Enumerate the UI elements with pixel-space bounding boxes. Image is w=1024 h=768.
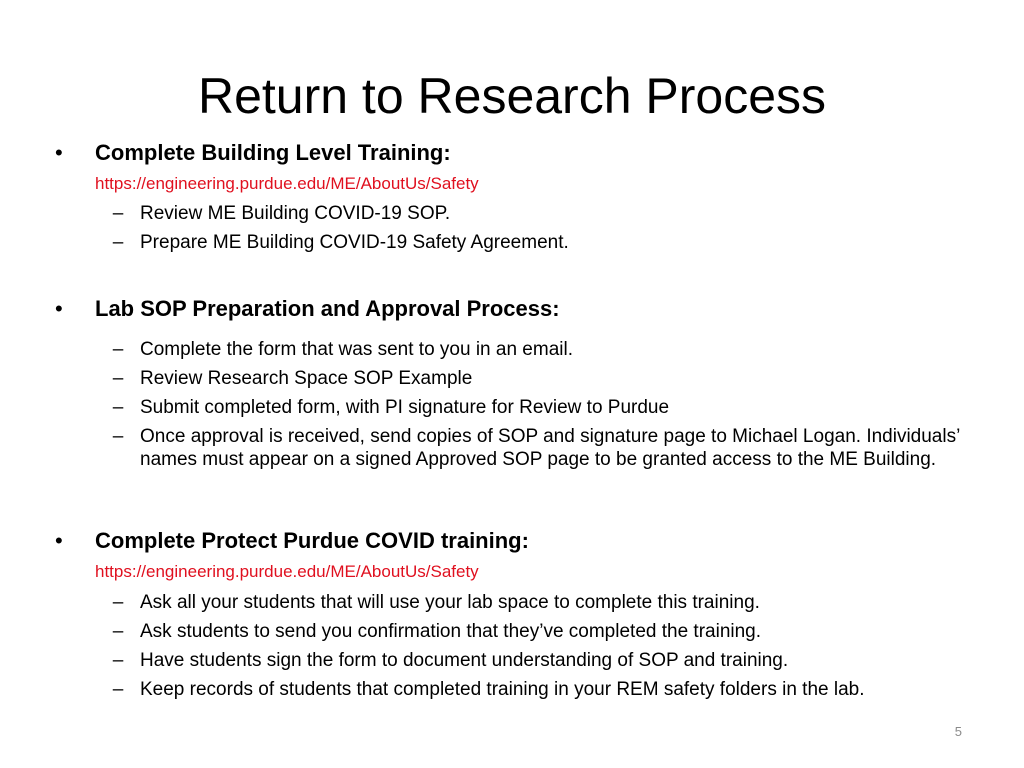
list-item-text: Ask all your students that will use your lab space to complete this training. [140, 592, 760, 613]
dash-icon: – [112, 679, 124, 700]
list-item-text: Ask students to send you confirmation that they’ve completed the training. [140, 621, 762, 642]
list-item-text: Have students sign the form to document understanding of SOP and training. [140, 650, 789, 671]
dash-icon: – [112, 203, 124, 224]
dash-icon: – [112, 426, 124, 447]
dash-icon: – [112, 650, 124, 671]
dash-icon: – [112, 339, 124, 360]
bullet-icon: • [55, 528, 63, 553]
sub-list [0, 591, 1024, 701]
list-item-text: Complete the form that was sent to you in an email. [140, 339, 573, 360]
list-item [0, 620, 1024, 643]
list-item-text: Submit completed form, with PI signature for Review to Purdue [140, 397, 670, 418]
bullet-row [0, 138, 1024, 170]
section-heading: Lab SOP Preparation and Approval Process: [95, 296, 560, 321]
safety-link[interactable]: https://engineering.purdue.edu/ME/AboutUs/Safety [95, 174, 479, 193]
section-heading: Complete Building Level Training: [95, 140, 451, 165]
dash-icon: – [112, 368, 124, 389]
sub-list [0, 202, 1024, 254]
list-item-text: Once approval is received, send copies of SOP and signature page to Michael Logan. Individuals’ names must appear on a signed Approved SOP page to be granted access to the ME Building. [140, 426, 960, 470]
dash-icon: – [112, 397, 124, 418]
list-item-text: Review ME Building COVID-19 SOP. [140, 203, 451, 224]
list-item [0, 649, 1024, 672]
sub-list [0, 338, 1024, 471]
bullet-icon: • [55, 140, 63, 165]
page-number: 5 [954, 724, 962, 739]
slide-title: Return to Research Process [197, 68, 827, 124]
dash-icon: – [112, 592, 124, 613]
section-heading: Complete Protect Purdue COVID training: [95, 528, 529, 553]
list-item [0, 591, 1024, 614]
safety-link[interactable]: https://engineering.purdue.edu/ME/AboutUs/Safety [95, 562, 479, 581]
dash-icon: – [112, 232, 124, 253]
bullet-row [0, 526, 1024, 558]
bullet-row [0, 294, 1024, 326]
dash-icon: – [112, 621, 124, 642]
list-item [0, 678, 1024, 701]
list-item-text: Keep records of students that completed training in your REM safety folders in the lab. [140, 679, 865, 700]
list-item [0, 338, 1024, 361]
list-item-text: Prepare ME Building COVID-19 Safety Agreement. [140, 232, 569, 253]
bullet-icon: • [55, 296, 63, 321]
list-item [0, 367, 1024, 390]
list-item [0, 202, 1024, 225]
section-protect-purdue [0, 526, 1024, 701]
section-lab-sop [0, 294, 1024, 471]
list-item-text: Review Research Space SOP Example [140, 368, 473, 389]
section-building-training [0, 138, 1024, 254]
list-item [0, 231, 1024, 254]
list-item [0, 396, 1024, 419]
list-item [0, 425, 1024, 471]
